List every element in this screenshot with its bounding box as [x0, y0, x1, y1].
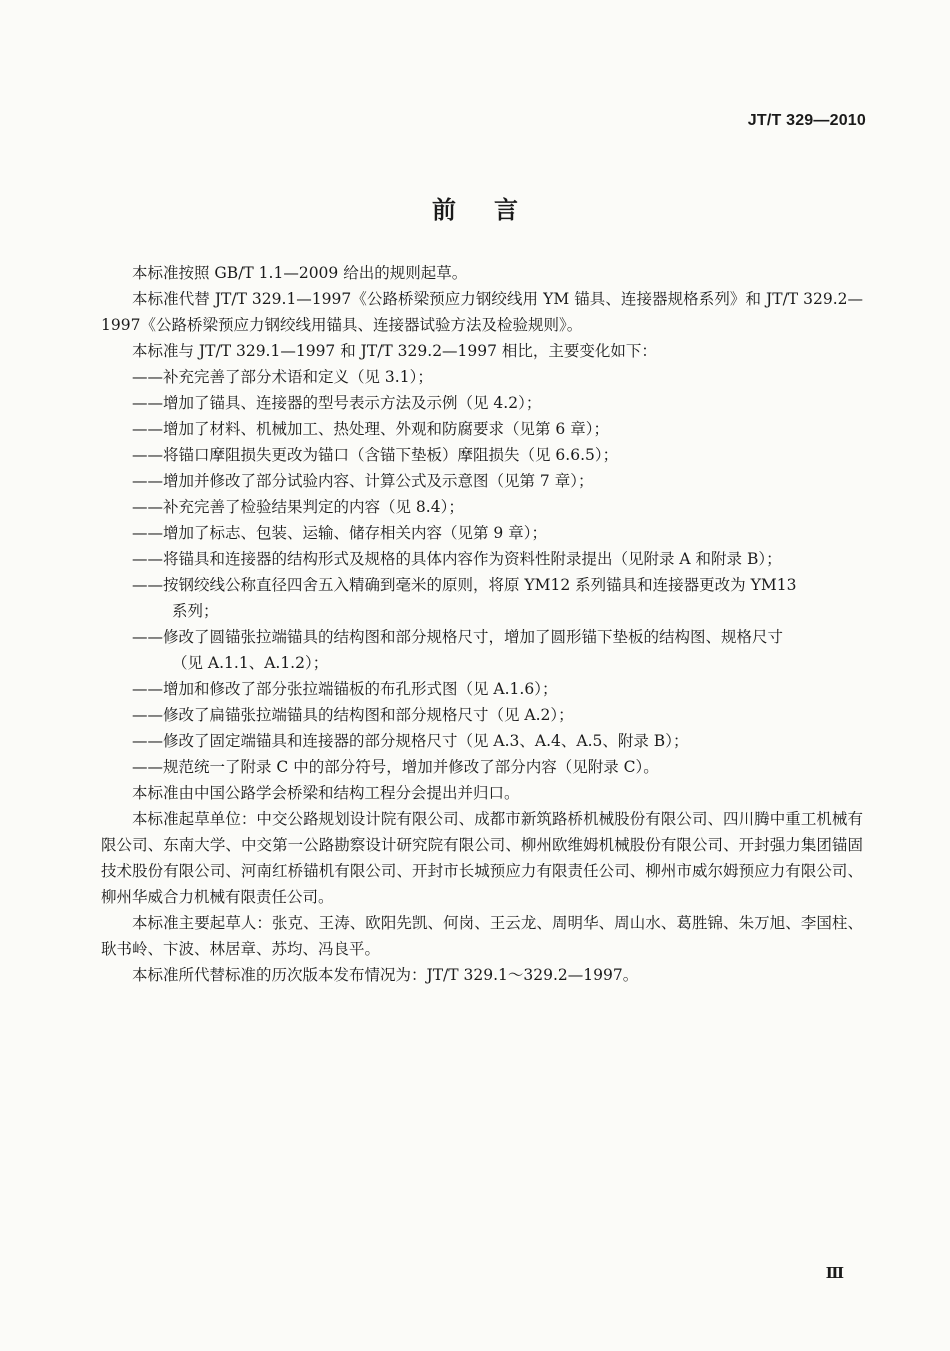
paragraph-drafting-units: 本标准起草单位：中交公路规划设计院有限公司、成都市新筑路桥机械股份有限公司、四川腾中重工机械有限公司、东南大学、中交第一公路勘察设计研究院有限公司、柳州欧维姆机械股份有限公司、开封强力集团锚固技术股份有限公司、河南红桥锚机有限公司、开封市长城预应力有限责任公司、柳州市威尔姆预应力有限公司、柳州华威合力机械有限责任公司。	[101, 810, 863, 906]
change-item: ——增加并修改了部分试验内容、计算公式及示意图（见第 7 章）；	[132, 472, 594, 490]
change-item-continuation: （见 A.1.1、A.1.2）；	[172, 654, 329, 672]
change-item: ——规范统一了附录 C 中的部分符号，增加并修改了部分内容（见附录 C）。	[132, 758, 659, 776]
change-item-continuation: 系列；	[172, 602, 219, 620]
change-item: ——增加了锚具、连接器的型号表示方法及示例（见 4.2）；	[132, 394, 542, 412]
standard-code: JT/T 329—2010	[747, 112, 866, 129]
paragraph-changes-intro: 本标准与 JT/T 329.1—1997 和 JT/T 329.2—1997 相比，主要变化如下：	[132, 342, 657, 360]
change-item: ——增加了材料、机械加工、热处理、外观和防腐要求（见第 6 章）；	[132, 420, 609, 438]
page-title: 前言	[432, 196, 556, 224]
change-item: ——按钢绞线公称直径四舍五入精确到毫米的原则，将原 YM12 系列锚具和连接器更改为 YM13	[132, 576, 797, 594]
paragraph-replaces: 本标准代替 JT/T 329.1—1997《公路桥梁预应力钢绞线用 YM 锚具、连接器规格系列》和 JT/T 329.2—1997《公路桥梁预应力钢绞线用锚具、连接器试验方法及检验规则》。	[101, 290, 863, 334]
paragraph-drafters: 本标准主要起草人：张克、王涛、欧阳先凯、何岗、王云龙、周明华、周山水、葛胜锦、朱万旭、李国柱、耿书岭、卞波、林居章、苏均、冯良平。	[101, 914, 863, 958]
change-item: ——将锚口摩阻损失更改为锚口（含锚下垫板）摩阻损失（见 6.6.5）；	[132, 446, 619, 464]
change-item: ——补充完善了检验结果判定的内容（见 8.4）；	[132, 498, 464, 516]
paragraph-proposer: 本标准由中国公路学会桥梁和结构工程分会提出并归口。	[132, 784, 520, 802]
change-item: ——将锚具和连接器的结构形式及规格的具体内容作为资料性附录提出（见附录 A 和附录 B）；	[132, 550, 782, 568]
paragraph-drafting-rules: 本标准按照 GB/T 1.1—2009 给出的规则起草。	[132, 264, 468, 282]
change-item: ——增加和修改了部分张拉端锚板的布孔形式图（见 A.1.6）；	[132, 680, 558, 698]
change-item: ——增加了标志、包装、运输、储存相关内容（见第 9 章）；	[132, 524, 547, 542]
change-item: ——修改了扁锚张拉端锚具的结构图和部分规格尺寸（见 A.2）；	[132, 706, 574, 724]
change-item: ——修改了圆锚张拉端锚具的结构图和部分规格尺寸，增加了圆形锚下垫板的结构图、规格尺寸	[132, 628, 784, 646]
page-number: Ⅲ	[825, 1264, 844, 1282]
foreword-body	[101, 260, 863, 988]
change-item: ——补充完善了部分术语和定义（见 3.1）；	[132, 368, 433, 386]
paragraph-history: 本标准所代替标准的历次版本发布情况为：JT/T 329.1～329.2—1997。	[132, 966, 639, 984]
change-item: ——修改了固定端锚具和连接器的部分规格尺寸（见 A.3、A.4、A.5、附录 B）；	[132, 732, 689, 750]
